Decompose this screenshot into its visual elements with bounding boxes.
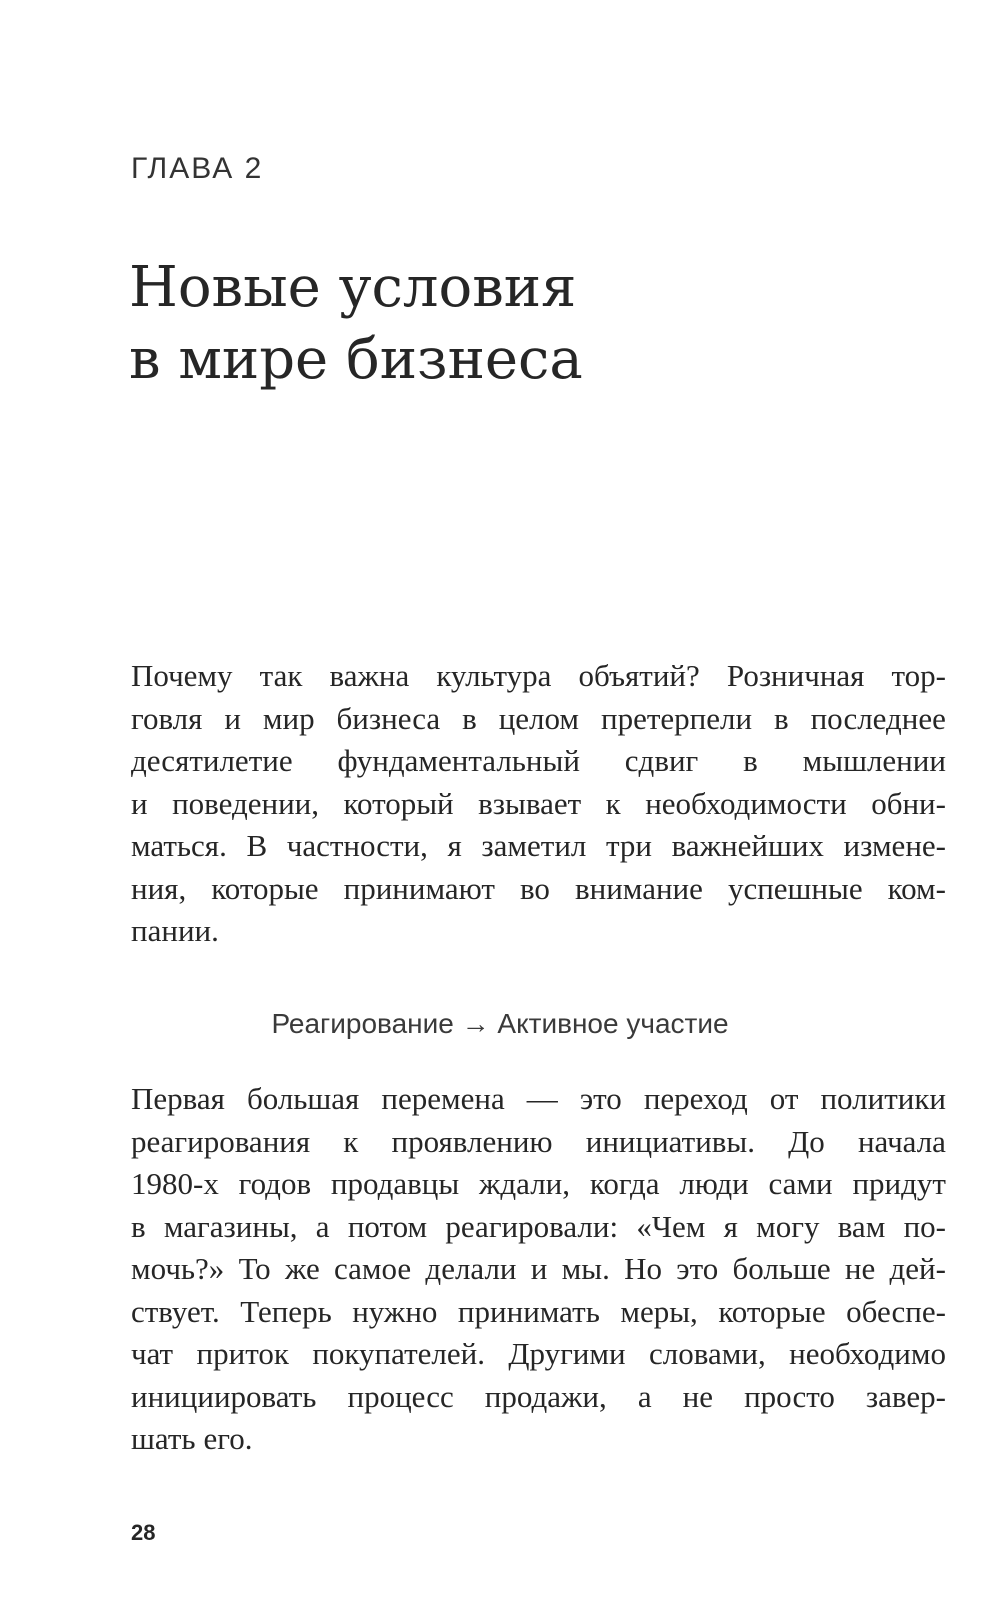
word: десятилетие bbox=[131, 743, 293, 778]
word: так bbox=[259, 658, 303, 693]
page-number: 28 bbox=[131, 1520, 156, 1545]
word: в bbox=[774, 700, 789, 736]
word: нужно bbox=[352, 1293, 438, 1329]
word: культура bbox=[436, 658, 552, 693]
word: я bbox=[447, 828, 462, 863]
word: пании. bbox=[131, 913, 219, 948]
word: поведении, bbox=[172, 785, 320, 821]
word: это bbox=[579, 1081, 622, 1116]
section-subheading: Реагирование → Активное участие bbox=[271, 1008, 729, 1039]
word: а bbox=[315, 1208, 330, 1244]
word: фундаментальный bbox=[337, 743, 580, 778]
word: Первая bbox=[131, 1081, 225, 1116]
word: я bbox=[723, 1208, 738, 1244]
paragraph-intro bbox=[131, 655, 946, 953]
word: инициативы. bbox=[585, 1123, 755, 1159]
word: не bbox=[682, 1378, 714, 1414]
word: обеспе- bbox=[846, 1293, 946, 1329]
text-line bbox=[131, 783, 946, 826]
word: сдвиг bbox=[624, 743, 699, 778]
word: бизнеса bbox=[336, 700, 441, 736]
word: Розничная bbox=[726, 658, 865, 693]
word: шать bbox=[131, 1421, 196, 1456]
word: магазины, bbox=[163, 1208, 298, 1244]
word: принимают bbox=[343, 870, 495, 906]
word: в bbox=[743, 743, 758, 778]
word: В bbox=[246, 828, 268, 863]
text-line bbox=[131, 1418, 946, 1461]
word: чат bbox=[131, 1336, 174, 1371]
word: мы. bbox=[561, 1251, 610, 1286]
word: в bbox=[131, 1208, 146, 1244]
word: продажи, bbox=[484, 1378, 607, 1414]
word: реагирования bbox=[131, 1123, 311, 1159]
word: ком- bbox=[887, 870, 946, 906]
word: процесс bbox=[347, 1378, 454, 1414]
word: заметил bbox=[481, 828, 587, 863]
word: который bbox=[343, 785, 454, 821]
chapter-title bbox=[129, 252, 889, 396]
word: До bbox=[788, 1123, 825, 1159]
word: во bbox=[519, 870, 550, 906]
text-line bbox=[131, 1163, 946, 1206]
word: То bbox=[238, 1251, 271, 1286]
word: важнейших bbox=[671, 828, 824, 863]
word: успешные bbox=[727, 870, 863, 906]
text-line bbox=[131, 1291, 946, 1334]
word: переход bbox=[643, 1081, 748, 1116]
chapter-label: ГЛАВА 2 bbox=[131, 152, 264, 185]
word: его. bbox=[203, 1421, 253, 1456]
word: придут bbox=[852, 1166, 946, 1201]
word: когда bbox=[589, 1166, 660, 1201]
word: самое bbox=[334, 1251, 412, 1286]
word: принимать bbox=[457, 1293, 600, 1329]
word: последнее bbox=[810, 700, 946, 736]
word: начала bbox=[857, 1123, 946, 1159]
text-line bbox=[131, 740, 946, 783]
word: проявлению bbox=[391, 1123, 553, 1159]
text-line bbox=[131, 1333, 946, 1376]
paragraph-first-change bbox=[131, 1078, 946, 1461]
word: это bbox=[676, 1251, 719, 1286]
word: важна bbox=[329, 658, 410, 693]
word: от bbox=[769, 1081, 799, 1116]
word: инициировать bbox=[131, 1378, 317, 1414]
word: продавцы bbox=[330, 1166, 460, 1201]
word: тор- bbox=[891, 658, 946, 693]
word: и bbox=[131, 785, 148, 821]
word: мочь?» bbox=[131, 1251, 225, 1286]
word: измене- bbox=[843, 828, 946, 863]
word: внимание bbox=[574, 870, 703, 906]
word: ствует. bbox=[131, 1293, 220, 1329]
word: политики bbox=[820, 1081, 946, 1116]
word: не bbox=[844, 1251, 876, 1286]
word: необходимо bbox=[789, 1336, 946, 1371]
chapter-title-line: Новые условия bbox=[129, 255, 577, 320]
word: «Чем bbox=[636, 1208, 706, 1244]
word: Другими bbox=[508, 1336, 626, 1371]
word: обни- bbox=[871, 785, 946, 821]
word: а bbox=[637, 1378, 652, 1414]
word: целом bbox=[498, 700, 580, 736]
word: претерпели bbox=[600, 700, 753, 736]
text-line bbox=[131, 910, 946, 953]
word: меры, bbox=[620, 1293, 698, 1329]
word: частности, bbox=[286, 828, 428, 863]
word: необходимости bbox=[645, 785, 847, 821]
word: ждали, bbox=[478, 1166, 571, 1201]
word: приток bbox=[196, 1336, 289, 1371]
word: ния, bbox=[131, 870, 187, 906]
word: большая bbox=[246, 1081, 360, 1116]
word: люди bbox=[679, 1166, 749, 1201]
word: словами, bbox=[649, 1336, 766, 1371]
word: маться. bbox=[131, 828, 227, 863]
word: перемена bbox=[381, 1081, 505, 1116]
word: же bbox=[284, 1251, 320, 1286]
word: мышлении bbox=[802, 743, 946, 778]
word: говля bbox=[131, 700, 203, 736]
text-line bbox=[131, 655, 946, 698]
word: потом bbox=[347, 1208, 428, 1244]
word: мир bbox=[262, 700, 315, 736]
word: к bbox=[343, 1123, 359, 1159]
word: в bbox=[462, 700, 477, 736]
text-line bbox=[131, 825, 946, 868]
word: Почему bbox=[131, 658, 233, 693]
word: дей- bbox=[889, 1251, 946, 1286]
word: взывает bbox=[478, 785, 582, 821]
chapter-title-line: в мире бизнеса bbox=[129, 327, 583, 392]
word: к bbox=[605, 785, 621, 821]
word: по- bbox=[903, 1208, 946, 1244]
text-line bbox=[131, 698, 946, 741]
word: — bbox=[526, 1081, 558, 1116]
word: могу bbox=[756, 1208, 820, 1244]
text-line bbox=[131, 868, 946, 911]
word: которые bbox=[211, 870, 319, 906]
word: Теперь bbox=[240, 1293, 332, 1329]
word: 1980-х bbox=[131, 1166, 219, 1201]
word: вам bbox=[837, 1208, 886, 1244]
word: годов bbox=[238, 1166, 312, 1201]
text-line bbox=[131, 1078, 946, 1121]
word: Но bbox=[624, 1251, 662, 1286]
text-line bbox=[131, 1206, 946, 1249]
word: объятий? bbox=[578, 658, 700, 693]
word: и bbox=[530, 1251, 548, 1286]
text-line bbox=[131, 1248, 946, 1291]
word: и bbox=[224, 700, 241, 736]
text-line bbox=[131, 1376, 946, 1419]
word: которые bbox=[718, 1293, 826, 1329]
word: покупателей. bbox=[312, 1336, 485, 1371]
word: сами bbox=[768, 1166, 833, 1201]
word: просто bbox=[744, 1378, 835, 1414]
word: делали bbox=[425, 1251, 517, 1286]
text-line bbox=[131, 1121, 946, 1164]
word: больше bbox=[732, 1251, 831, 1286]
word: реагировали: bbox=[445, 1208, 619, 1244]
word: завер- bbox=[865, 1378, 946, 1414]
word: три bbox=[606, 828, 653, 863]
